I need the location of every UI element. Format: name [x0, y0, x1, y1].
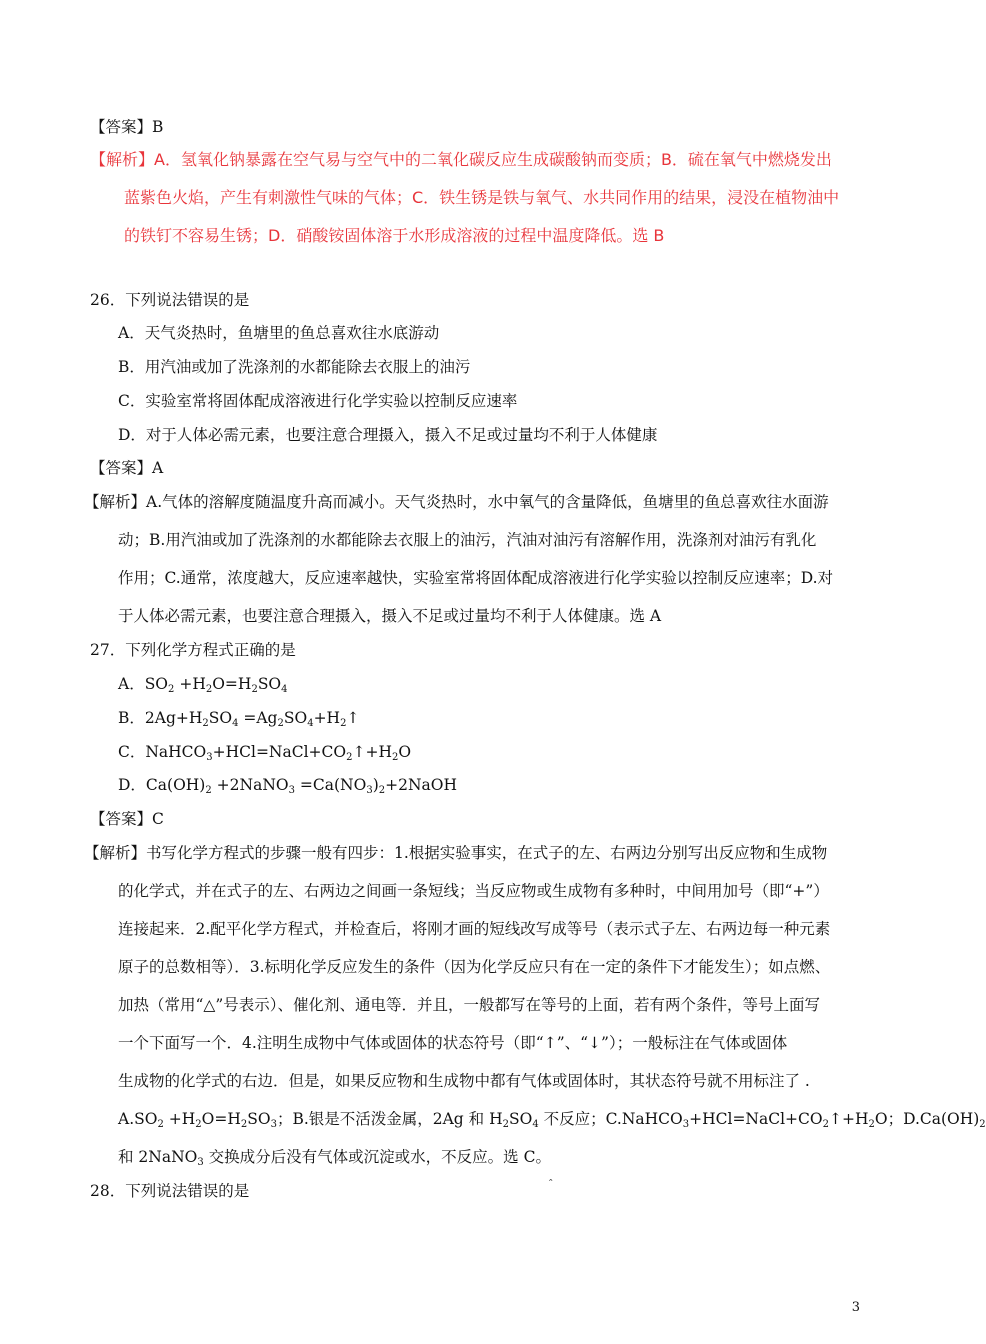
q27-analysis-line-9: 和 2NaNO$_3$ 交换成分后没有气体或沉淀或水，不反应。选 C。	[118, 1148, 551, 1168]
q26-analysis-line-2: 动；B.用汽油或加了洗涤剂的水都能除去衣服上的油污，汽油对油污有溶解作用，洗涤剂对油污有乳化	[118, 531, 817, 549]
q25-analysis-line-2: 蓝紫色火焰，产生有刺激性气味的气体；C．铁生锈是铁与氧气、水共同作用的结果，浸没在植物油中	[124, 188, 840, 207]
q26-stem: 26．下列说法错误的是	[90, 291, 250, 309]
q27-analysis-line-8: $A.SO_2 +H_2O=H_2SO_3$；B.银是不活泼金属，2Ag 和 $H_2SO_4$ 不反应；$C.NaHCO_3+HCl=NaCl+CO_2↑+H_2O$；$D.Ca(OH)_2$	[118, 1110, 986, 1130]
q27-analysis-line-5: 加热（常用“△”号表示）、催化剂、通电等．并且，一般都写在等号的上面，若有两个条件，等号上面写	[118, 996, 821, 1014]
q27-answer: 【答案】C	[90, 810, 164, 828]
q26-answer: 【答案】A	[90, 459, 164, 477]
q25-answer: 【答案】B	[90, 118, 164, 136]
caret-mark: ˆ	[548, 1178, 554, 1191]
q26-option-a: A．天气炎热时，鱼塘里的鱼总喜欢往水底游动	[118, 324, 440, 342]
q26-analysis-line-4: 于人体必需元素，也要注意合理摄入，摄入不足或过量均不利于人体健康。选 A	[118, 607, 662, 625]
page-number: 3	[851, 1300, 860, 1315]
q25-analysis-line-3: 的铁钉不容易生锈；D．硝酸铵固体溶于水形成溶液的过程中温度降低。选 B	[124, 226, 665, 245]
q27-analysis-line-2: 的化学式，并在式子的左、右两边之间画一条短线；当反应物或生成物有多种时，中间用加号（即“+”）	[118, 882, 829, 900]
q27-analysis-line-7: 生成物的化学式的右边．但是，如果反应物和生成物中都有气体或固体时，其状态符号就不用标注了 .	[118, 1072, 810, 1090]
q27-option-b: B．$2Ag+H_2SO_4$ $=Ag_2SO_4+H_2↑$	[118, 709, 360, 729]
q27-analysis-line-6: 一个下面写一个．4.注明生成物中气体或固体的状态符号（即“↑”、“↓”）；一般标注在气体或固体	[118, 1034, 788, 1052]
q25-analysis-line-1: 【解析】A．氢氧化钠暴露在空气易与空气中的二氧化碳反应生成碳酸钠而变质；B．硫在氧气中燃烧发出	[90, 150, 832, 169]
q26-option-c: C．实验室常将固体配成溶液进行化学实验以控制反应速率	[118, 392, 518, 410]
q28-stem: 28．下列说法错误的是	[90, 1182, 250, 1200]
q27-option-a: A．$SO_2 +H_2O=H_2SO_4$	[118, 675, 288, 695]
q26-option-b: B．用汽油或加了洗涤剂的水都能除去衣服上的油污	[118, 358, 471, 376]
q26-analysis-line-1: 【解析】A.气体的溶解度随温度升高而减小。天气炎热时，水中氧气的含量降低，鱼塘里的鱼总喜欢往水面游	[84, 493, 829, 511]
q27-stem: 27．下列化学方程式正确的是	[90, 641, 296, 659]
q27-analysis-line-1: 【解析】书写化学方程式的步骤一般有四步：1.根据实验事实，在式子的左、右两边分别写出反应物和生成物	[84, 844, 828, 862]
q27-option-c: C．$NaHCO_3+HCl=NaCl+CO_2↑+H_2O$	[118, 743, 412, 763]
q27-option-d: D．$Ca(OH)_2$ +2NaNO$_3$ $=Ca(NO_3)_2+2NaOH$	[118, 776, 458, 796]
q26-analysis-line-3: 作用；C.通常，浓度越大，反应速率越快，实验室常将固体配成溶液进行化学实验以控制反应速率；D.对	[118, 569, 834, 587]
q26-option-d: D．对于人体必需元素，也要注意合理摄入，摄入不足或过量均不利于人体健康	[118, 426, 658, 444]
q27-analysis-line-4: 原子的总数相等）．3.标明化学反应发生的条件（因为化学反应只有在一定的条件下才能发生）；如点燃、	[118, 958, 831, 976]
q27-analysis-line-3: 连接起来．2.配平化学方程式，并检查后，将刚才画的短线改写成等号（表示式子左、右两边每一种元素	[118, 920, 831, 938]
